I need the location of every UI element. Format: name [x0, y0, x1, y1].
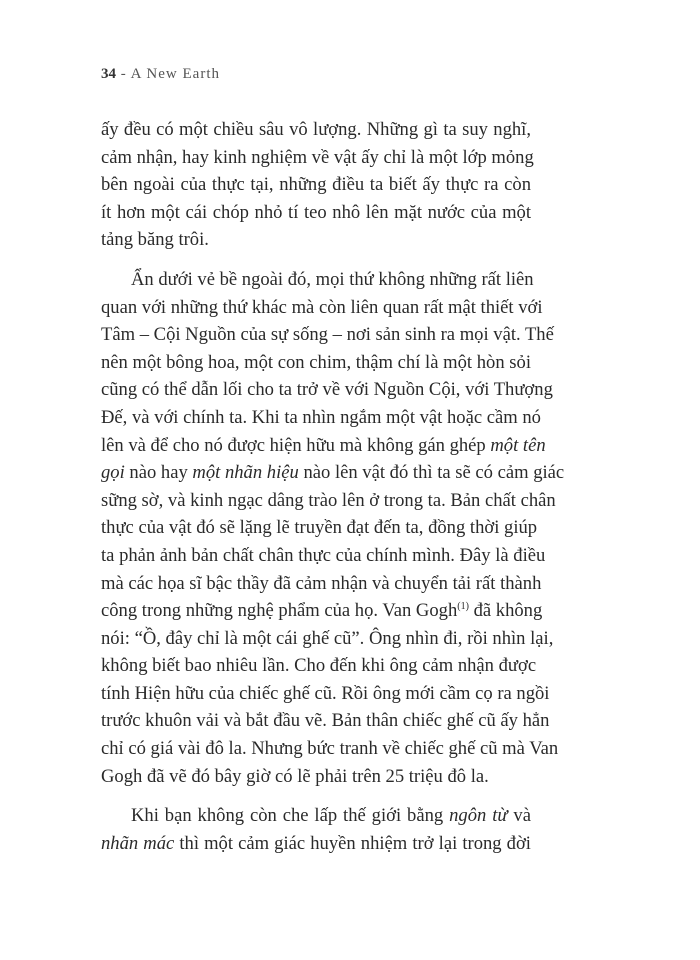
text-segment: mà các họa sĩ bậc thầy đã cảm nhận và chuyển tải rất thành — [101, 572, 542, 594]
text-segment: bên ngoài của thực tại, những điều ta biết ấy thực ra còn — [101, 174, 531, 196]
text-segment: cảm nhận, hay kinh nghiệm về vật ấy chỉ là một lớp mỏng — [101, 146, 534, 168]
text-line — [101, 680, 550, 708]
text-line — [101, 830, 531, 858]
text-line — [101, 597, 543, 625]
text-line — [101, 802, 531, 830]
footnote-marker: (1) — [457, 601, 469, 613]
italic-text: một nhãn hiệu — [192, 462, 299, 484]
text-segment: trước khuôn vải và bắt đầu vẽ. Bản thân chiếc ghế cũ ấy hẳn — [101, 710, 550, 732]
text-line — [101, 171, 531, 199]
italic-text: nhãn mác — [101, 832, 175, 854]
text-line — [101, 763, 531, 791]
text-line — [101, 570, 542, 598]
text-segment: Gogh đã vẽ đó bây giờ có lẽ phải trên 25 triệu đô la. — [101, 765, 489, 787]
paragraph — [101, 802, 531, 857]
text-segment: nào lên vật đó thì ta sẽ có cảm giác — [298, 462, 565, 484]
text-segment: Tâm – Cội Nguồn của sự sống – nơi sản sinh ra mọi vật. Thế — [101, 324, 554, 346]
paragraph — [101, 266, 565, 790]
text-line — [101, 542, 546, 570]
text-line — [101, 735, 559, 763]
text-line — [101, 321, 554, 349]
text-segment: tính Hiện hữu của chiếc ghế cũ. Rồi ông mới cầm cọ ra ngồi — [101, 682, 550, 704]
text-segment: nói: “Ồ, đây chỉ là một cái ghế cũ”. Ông nhìn đi, rồi nhìn lại, — [101, 627, 554, 649]
text-line — [101, 404, 541, 432]
text-segment: chỉ có giá vài đô la. Nhưng bức tranh về chiếc ghế cũ mà Van — [101, 738, 559, 760]
text-segment: thực của vật đó sẽ lặng lẽ truyền đạt đến ta, đồng thời giúp — [101, 517, 538, 539]
text-segment: ít hơn một cái chóp nhỏ tí teo nhô lên mặt nước của một — [101, 201, 531, 223]
text-line — [101, 199, 531, 227]
text-line — [101, 625, 554, 653]
page-number: 34 — [101, 66, 116, 82]
text-line — [101, 459, 565, 487]
text-segment: Đế, và với chính ta. Khi ta nhìn ngắm một vật hoặc cầm nó — [101, 406, 541, 428]
header-separator: - — [116, 66, 131, 82]
book-title: A New Earth — [130, 66, 220, 82]
body-text — [101, 116, 565, 869]
text-line — [101, 376, 553, 404]
text-line — [101, 432, 546, 460]
text-segment: thì một cảm giác huyền nhiệm trở lại trong đời — [174, 832, 531, 854]
text-segment: ta phản ảnh bản chất chân thực của chính mình. Đây là điều — [101, 544, 546, 566]
text-line — [101, 116, 531, 144]
italic-text: ngôn từ — [449, 805, 508, 827]
italic-text: một tên — [490, 434, 546, 456]
text-line — [101, 707, 550, 735]
text-segment: đã không — [468, 600, 543, 622]
text-line — [101, 144, 534, 172]
text-segment: nào hay — [124, 462, 193, 484]
text-line — [101, 294, 543, 322]
text-segment: tảng băng trôi. — [101, 229, 209, 251]
text-segment: sững sờ, và kinh ngạc dâng trào lên ở trong ta. Bản chất chân — [101, 489, 556, 511]
text-segment: lên và để cho nó được hiện hữu mà không gán ghép — [101, 434, 491, 456]
text-line — [101, 349, 531, 377]
text-line — [101, 652, 537, 680]
text-segment: Ẩn dưới vẻ bề ngoài đó, mọi thứ không những rất liên — [131, 268, 534, 290]
paragraph — [101, 116, 534, 254]
text-line — [101, 266, 534, 294]
text-line — [101, 226, 531, 254]
text-segment: ấy đều có một chiều sâu vô lượng. Những gì ta suy nghĩ, — [101, 119, 531, 140]
text-segment: nên một bông hoa, một con chim, thậm chí là một hòn sỏi — [101, 351, 531, 373]
text-segment: không biết bao nhiêu lần. Cho đến khi ông cảm nhận được — [101, 655, 537, 677]
text-line — [101, 514, 538, 542]
text-segment: quan với những thứ khác mà còn liên quan rất mật thiết với — [101, 296, 543, 318]
text-segment: và — [507, 805, 531, 827]
text-segment: Khi bạn không còn che lấp thế giới bằng — [131, 805, 450, 827]
text-line — [101, 487, 556, 515]
italic-text: gọi — [101, 462, 125, 484]
text-segment: cũng có thể dẫn lối cho ta trở về với Nguồn Cội, với Thượng — [101, 379, 553, 401]
text-segment: công trong những nghệ phẩm của họ. Van Gogh — [101, 600, 458, 622]
running-header — [101, 66, 220, 83]
